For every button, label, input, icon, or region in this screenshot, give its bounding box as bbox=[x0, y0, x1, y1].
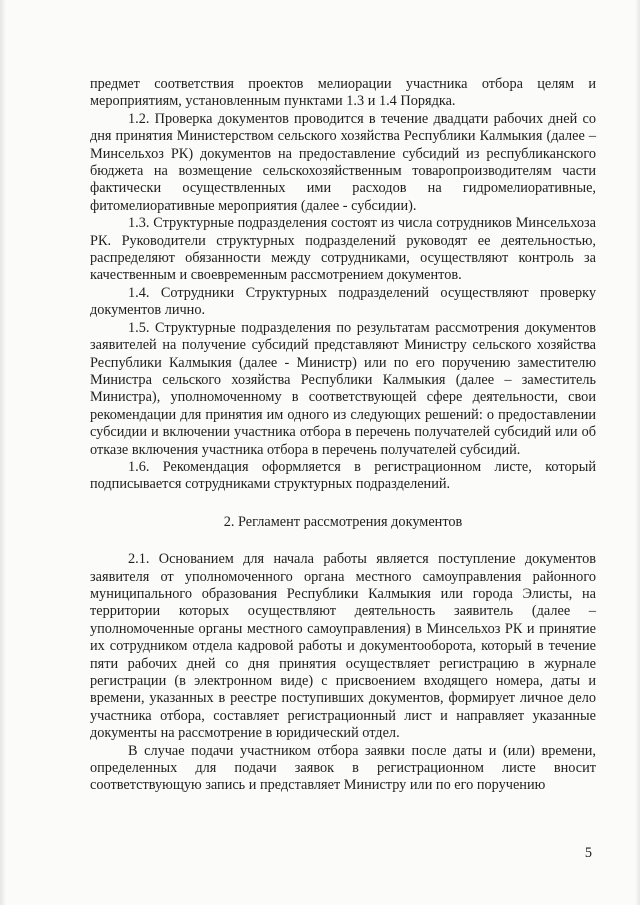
paragraph-1-3: 1.3. Структурные подразделения состоят из числа сотрудников Минсельхоза РК. Руководители структурных подразделений руководят ее деятельностью, распределяют обязанности между сотрудниками, осуществляют контроль за качественным и своевременным рассмотрением документов. bbox=[90, 215, 596, 284]
page-number: 5 bbox=[584, 845, 592, 861]
paragraph-1-6: 1.6. Рекомендация оформляется в регистрационном листе, который подписывается сотрудниками структурных подразделений. bbox=[90, 458, 596, 493]
paragraph-1-2: 1.2. Проверка документов проводится в течение двадцати рабочих дней со дня принятия Министерством сельского хозяйства Республики Калмыкия (далее – Минсельхоз РК) документов на предоставление субсидий из республиканского бюджета на возмещение сельскохозяйственным товаропроизводителям части фактически осуществленных ими расходов на гидромелиоративные, фитомелиоративные мероприятия (далее - субсидии). bbox=[90, 110, 596, 214]
paragraph-1-4: 1.4. Сотрудники Структурных подразделений осуществляют проверку документов лично. bbox=[90, 284, 596, 319]
paragraph-continuation: предмет соответствия проектов мелиорации участника отбора целям и мероприятиям, установленным пунктами 1.3 и 1.4 Порядка. bbox=[90, 76, 596, 110]
paragraph-2-1: 2.1. Основанием для начала работы является поступление документов заявителя от уполномоченного органа местного самоуправления районного муниципального образования Республики Калмыкия или города Элисты, на территории которых осуществляют деятельность заявитель (далее – уполномоченные органы местного самоуправления) в Минсельхоз РК и принятие их сотрудником отдела кадровой работы и документооборота, который в течение пяти рабочих дней со дня принятия осуществляет регистрацию в журнале регистрации (в электронном виде) с присвоением входящего номера, даты и времени, указанных в реестре поступивших документов, формирует личное дело участника отбора, составляет регистрационный лист и направляет указанные документы на рассмотрение в юридический отдел. bbox=[90, 551, 596, 742]
document-body bbox=[90, 76, 596, 795]
section-heading: 2. Регламент рассмотрения документов bbox=[223, 513, 463, 530]
paragraph-1-5: 1.5. Структурные подразделения по результатам рассмотрения документов заявителей на получение субсидий представляют Министру сельского хозяйства Республики Калмыкия (далее - Министр) или по его поручению заместителю Министра сельского хозяйства Республики Калмыкия (далее – заместитель Министра), уполномоченному в соответствующей сфере деятельности, свои рекомендации для принятия им одного из следующих решений: о предоставлении субсидии и включении участника отбора в перечень получателей субсидий или об отказе включения участника отбора в перечень получателей субсидий. bbox=[90, 319, 596, 458]
paragraph-late-submission: В случае подачи участником отбора заявки после даты и (или) времени, определенных для подачи заявок в регистрационном листе вносит соответствующую запись и представляет Министру или по его поручению bbox=[90, 742, 596, 794]
